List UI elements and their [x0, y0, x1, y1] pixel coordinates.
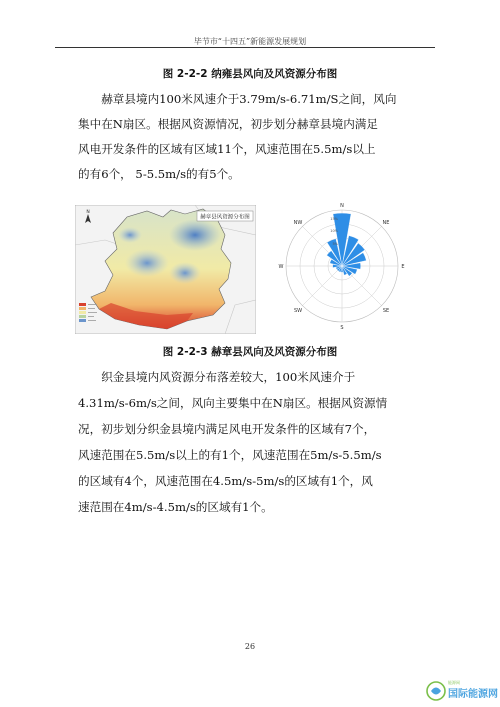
wind-rose-chart — [276, 200, 409, 331]
text-line: 的区域有4个，风速范围在4.5m/s-5m/s的区域有1个，风 — [78, 474, 373, 488]
ring-label-15: 15% — [330, 217, 338, 221]
ring-label-5: 5% — [332, 242, 338, 246]
direction-label-w: W — [278, 264, 284, 270]
watermark-tagline: 能源网 — [448, 680, 460, 685]
wind-resource-map — [75, 205, 256, 334]
direction-label-s: S — [340, 325, 344, 331]
figure-caption-2: 图 2-2-3 赫章县风向及风资源分布图 — [162, 346, 338, 358]
text-line: 风电开发条件的区域有区域11个，风速范围在5.5m/s以上 — [78, 142, 376, 156]
north-label: N — [86, 210, 90, 215]
paragraph-hezhang — [78, 87, 424, 187]
watermark-name: 国际能源网 — [448, 689, 498, 700]
direction-label-se: SE — [382, 308, 390, 314]
direction-label-n: N — [340, 203, 344, 209]
text-line: 况，初步划分织金县境内满足风电开发条件的区域有7个， — [78, 422, 376, 436]
text-line: 4.31m/s-6m/s之间，风向主要集中在N扇区。根据风资源情 — [78, 396, 388, 410]
direction-label-e: E — [401, 264, 405, 270]
paragraph-zhijin — [78, 364, 424, 520]
page-number: 26 — [244, 642, 256, 651]
direction-label-ne: NE — [382, 220, 390, 226]
direction-label-sw: SW — [293, 308, 303, 314]
text-line: 的有6个， 5-5.5m/s的有5个。 — [78, 167, 240, 181]
text-line: 织金县境内风资源分布落差较大，100米风速介于 — [101, 370, 356, 384]
running-header: 毕节市“十四五”新能源发展规划 — [193, 37, 307, 46]
text-line: 速范围在4m/s-4.5m/s的区域有1个。 — [78, 500, 273, 514]
figure-caption-1: 图 2-2-2 纳雍县风向及风资源分布图 — [162, 68, 338, 80]
header-rule — [55, 47, 435, 48]
text-line: 风速范围在5.5m/s以上的有1个，风速范围在5m/s-5.5m/s — [78, 448, 382, 462]
text-line: 集中在N扇区。根据风资源情况，初步划分赫章县境内满足 — [78, 117, 378, 131]
text-line: 赫章县境内100米风速介于3.79m/s-6.71m/S之间，风向 — [101, 92, 397, 106]
map-title: 赫章县风资源分布图 — [200, 214, 250, 221]
direction-label-nw: NW — [293, 220, 303, 226]
ring-label-10: 10% — [330, 229, 338, 233]
